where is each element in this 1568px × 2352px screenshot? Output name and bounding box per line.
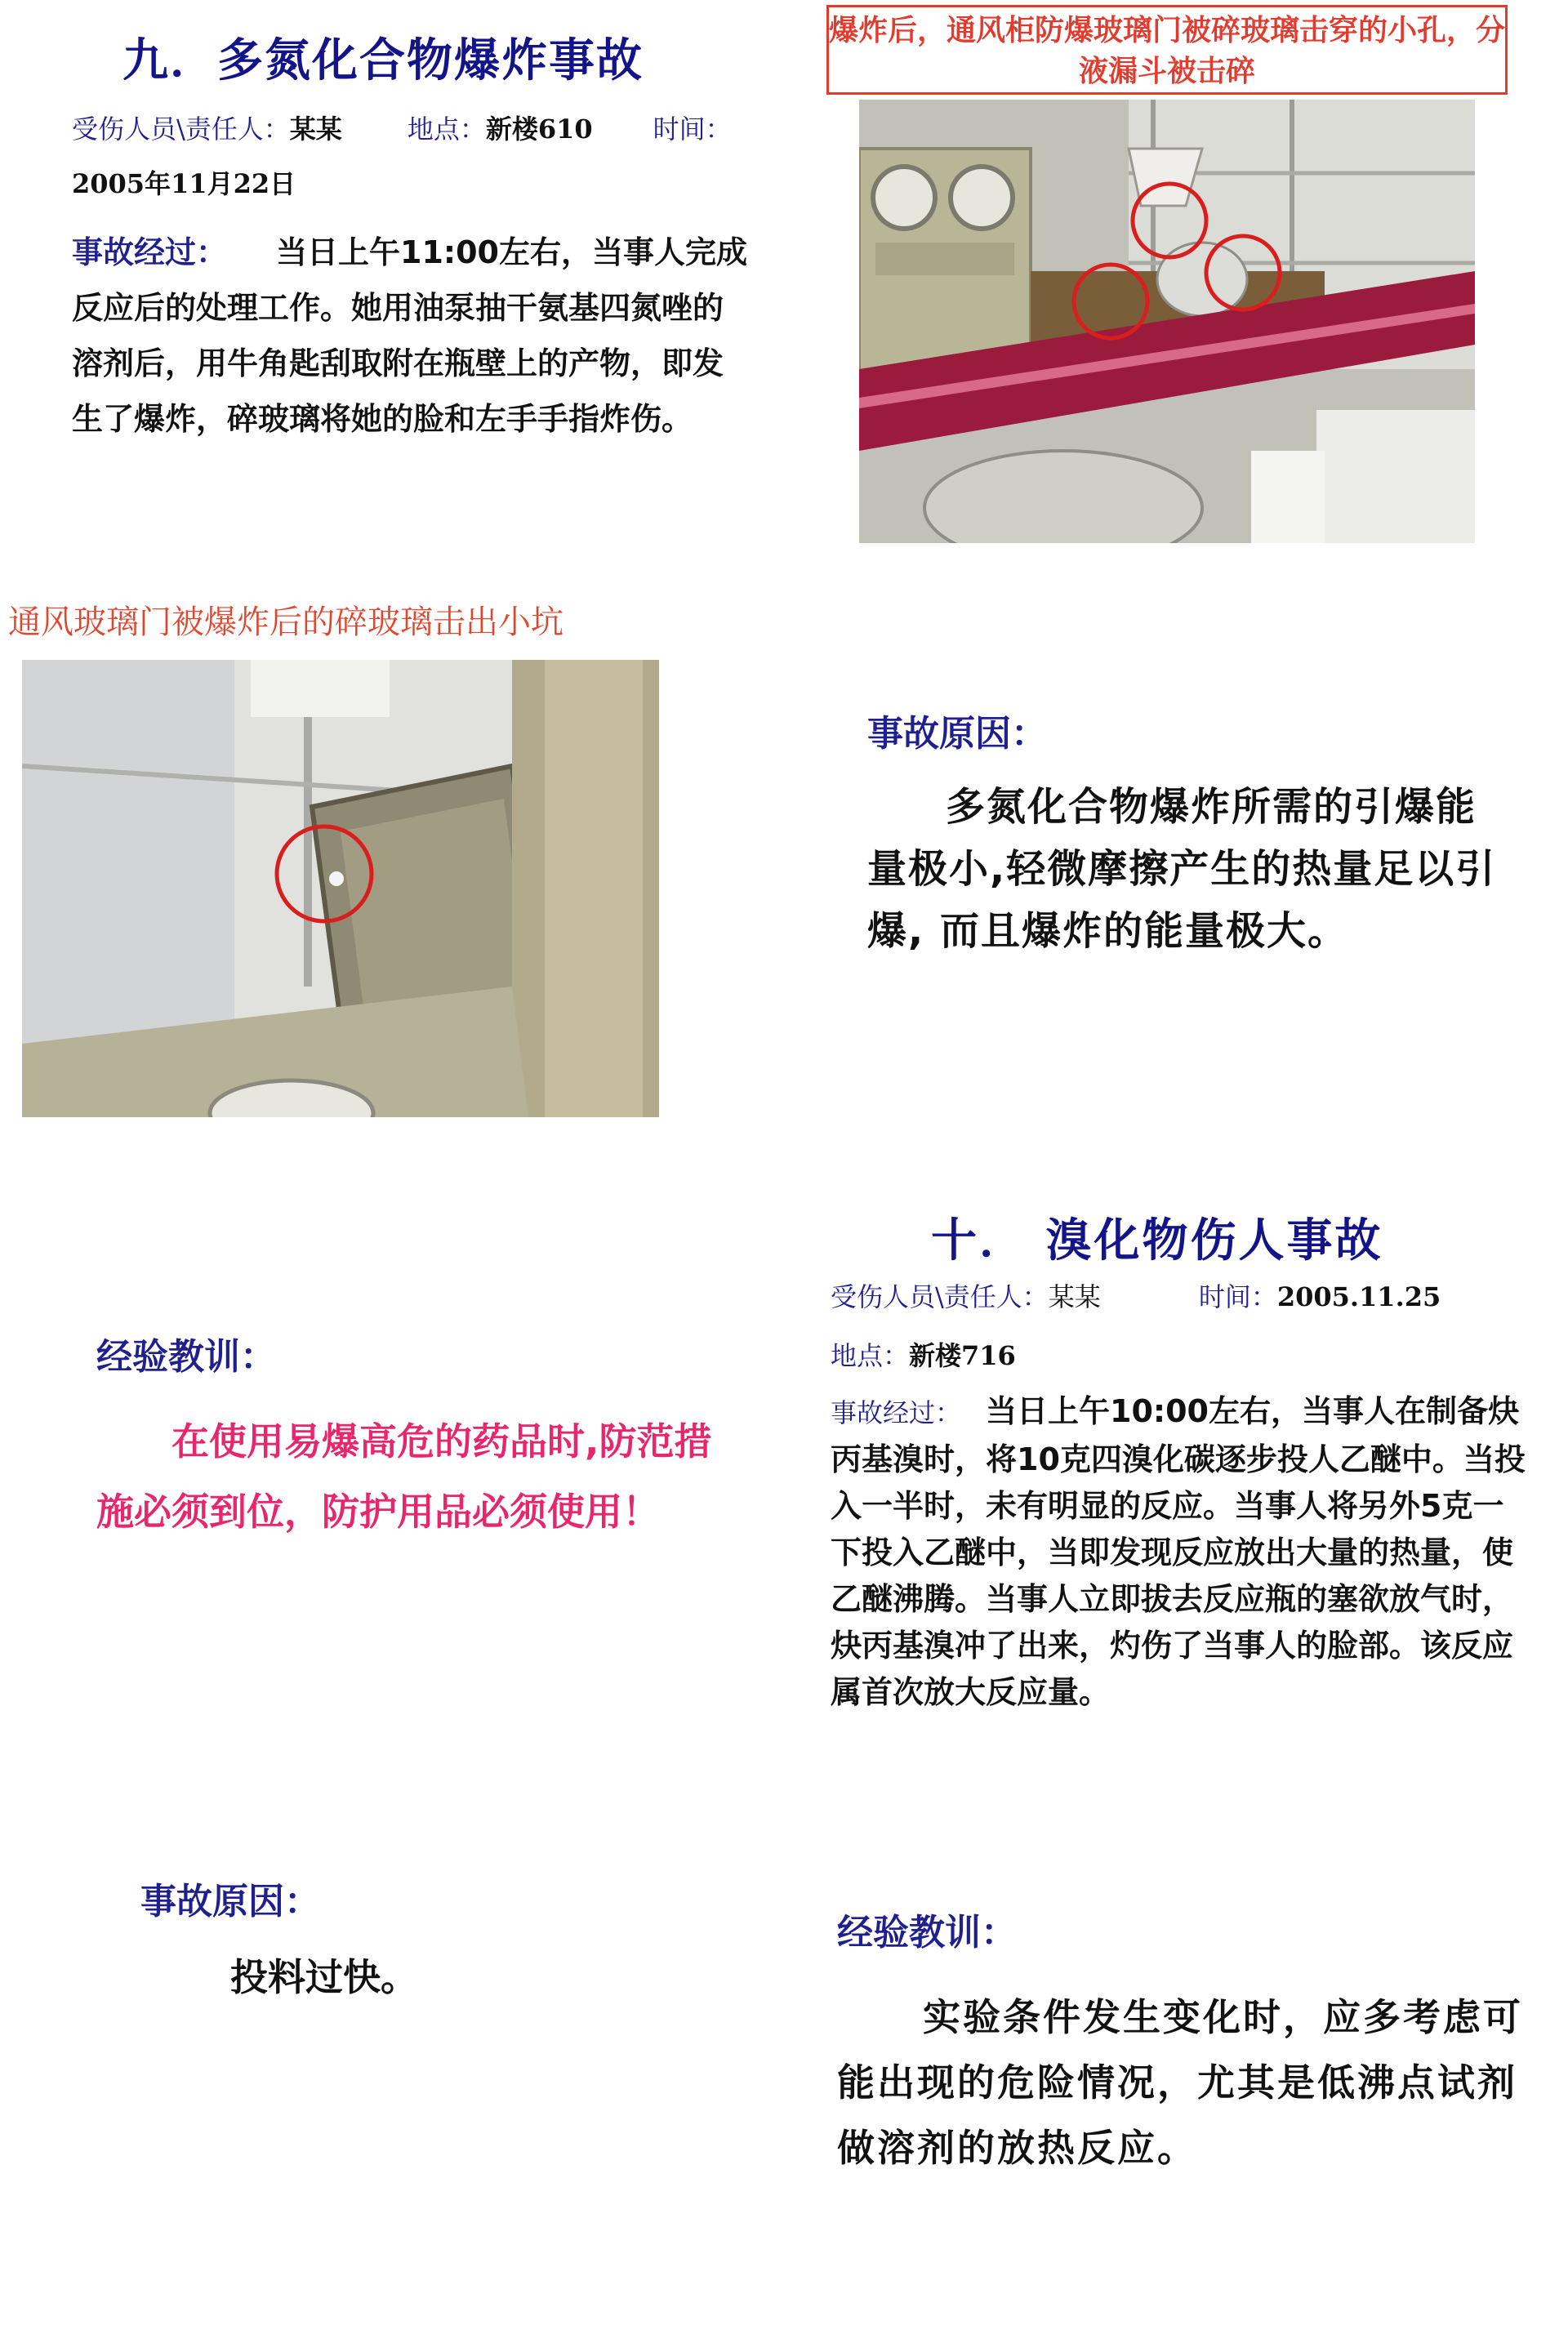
photo-caption-left: 通风玻璃门被爆炸后的碎玻璃击出小坑: [8, 604, 564, 641]
section10-title: 十． 溴化物伤人事故: [931, 1214, 1383, 1267]
section9-cause-label: 事故原因：: [867, 713, 1047, 755]
time-value: 2005年11月22日: [72, 168, 296, 199]
time-value: 2005.11.25: [1276, 1281, 1441, 1312]
location-label: 地点：: [407, 114, 486, 145]
story-label: 事故经过：: [72, 234, 228, 270]
section10-lesson-text: 实验条件发生变化时，应多考虑可能出现的危险情况，尤其是低沸点试剂做溶剂的放热反应。: [837, 1995, 1523, 2170]
story-text: 当日上午10:00左右，当事人在制备炔丙基溴时，将10克四溴化碳逐步投人乙醚中。当投入一半时，未有明显的反应。当事人将另外5克一下投入乙醚中，当即发现反应放出大量的热量，使乙醚沸腾。当事人立即拔去反应瓶的塞欲放气时，炔丙基溴冲了出来，灼伤了当事人的脸部。该反应属首次放大反应量。: [831, 1393, 1526, 1710]
photo-caption-top: 爆炸后，通风柜防爆玻璃门被碎玻璃击穿的小孔，分液漏斗被击碎: [826, 5, 1508, 95]
person-label: 受伤人员\责任人：: [831, 1281, 1049, 1312]
section9-title: 九．多氮化合物爆炸事故: [122, 34, 644, 87]
glass-door-photo: [22, 660, 659, 1117]
section9-lesson-label: 经验教训：: [96, 1336, 276, 1378]
time-label: 时间：: [653, 114, 732, 145]
location-value: 新楼610: [485, 114, 593, 145]
section10-lesson-label: 经验教训：: [837, 1912, 1017, 1953]
section9-story: [72, 225, 750, 447]
location-value: 新楼716: [909, 1340, 1016, 1371]
section10-story: [831, 1388, 1533, 1716]
time-label: 时间：: [1198, 1281, 1277, 1312]
section9-cause-text: 多氮化合物爆炸所需的引爆能量极小,轻微摩擦产生的热量足以引爆, 而且爆炸的能量极大。: [867, 784, 1497, 954]
section10-cause-label: 事故原因：: [140, 1881, 320, 1922]
fume-hood-photo: [859, 100, 1475, 543]
section10-meta-line1: [831, 1276, 1533, 1314]
section10-meta-line2: [831, 1335, 1016, 1373]
section9-meta: [72, 102, 750, 212]
section9-lesson-text: 在使用易爆高危的药品时,防范措施必须到位，防护用品必须使用！: [96, 1419, 712, 1534]
section10-cause-text: 投料过快。: [230, 1955, 418, 1999]
story-text: 当日上午11:00左右，当事人完成反应后的处理工作。她用油泵抽干氨基四氮唑的溶剂后，用牛角匙刮取附在瓶壁上的产物，即发生了爆炸，碎玻璃将她的脸和左手手指炸伤。: [72, 234, 747, 437]
person-value: 某某: [289, 114, 342, 145]
story-label: 事故经过：: [831, 1397, 962, 1428]
location-label: 地点：: [831, 1340, 910, 1371]
person-value: 某某: [1048, 1281, 1101, 1312]
person-label: 受伤人员\责任人：: [72, 114, 290, 145]
